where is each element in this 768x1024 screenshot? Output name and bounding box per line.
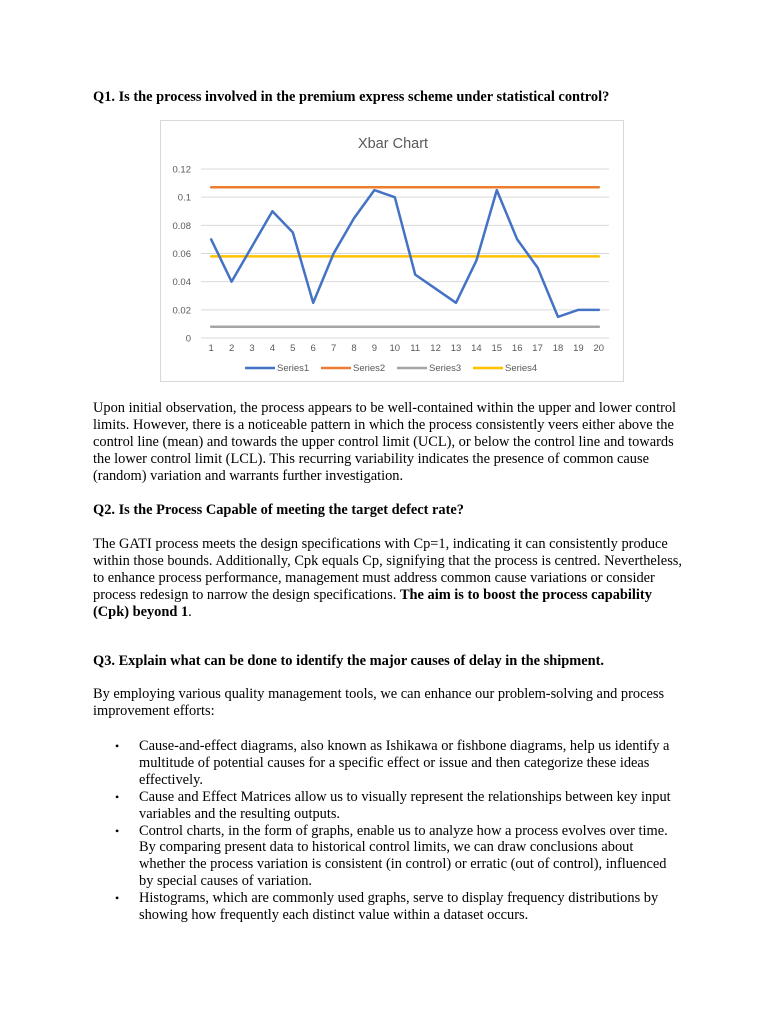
- x-tick-label: 19: [573, 343, 584, 354]
- x-tick-label: 15: [491, 343, 503, 354]
- bullet-icon: •: [115, 789, 120, 804]
- tools-bullet-list: [93, 738, 683, 924]
- x-tick-label: 12: [430, 343, 441, 354]
- q3-intro-paragraph: By employing various quality management tools, we can enhance our problem-solving and process improvement efforts:: [93, 686, 665, 719]
- x-tick-label: 13: [450, 343, 462, 354]
- chart-legend: [245, 363, 537, 374]
- x-tick-label: 18: [552, 343, 564, 354]
- bullet-text: Control charts, in the form of graphs, enable us to analyze how a process evolves over time. By comparing present data to historical control limits, we can draw conclusions about whether the process variation is consistent (in control) or erratic (out of control), influenced by special causes of variation.: [139, 822, 668, 890]
- x-tick-label: 11: [410, 343, 421, 354]
- q2-answer-end: .: [188, 603, 192, 620]
- q2-answer-text: The GATI process meets the design specifications with Cp=1, indicating it can consistently produce within those bounds. Additionally, Cpk equals Cp, signifying that the process is centred. Nevertheless, to enhance process performance, management must address common cause variations or consider process redesign to narrow the design specifications.: [93, 536, 682, 603]
- legend-label: Series3: [429, 363, 462, 374]
- x-tick-label: 9: [371, 343, 378, 354]
- y-tick-label: 0.1: [177, 192, 191, 204]
- q2-heading: Q2. Is the Process Capable of meeting the target defect rate?: [93, 502, 464, 518]
- list-item: [93, 890, 683, 924]
- y-tick-label: 0: [185, 333, 191, 345]
- x-tick-label: 6: [310, 343, 316, 354]
- list-item: [93, 738, 683, 789]
- x-tick-label: 16: [511, 343, 523, 354]
- x-tick-label: 2: [228, 343, 235, 354]
- x-tick-label: 1: [208, 343, 214, 354]
- x-tick-label: 20: [593, 343, 605, 354]
- xbar-chart: [160, 120, 624, 382]
- x-tick-label: 17: [532, 343, 543, 354]
- x-tick-label: 5: [290, 343, 296, 354]
- x-axis-ticks: [209, 343, 605, 354]
- q1-answer-paragraph: Upon initial observation, the process appears to be well-contained within the upper and lower control limits. However, there is a noticeable pattern in which the process consistently veers either above the control line (mean) and towards the upper control limit (UCL), or below the control line and towards the lower control limit (LCL). This recurring variability indicates the presence of common cause (random) variation and warrants further investigation.: [93, 400, 677, 484]
- xbar-chart-svg: [161, 121, 625, 383]
- x-tick-label: 10: [389, 343, 401, 354]
- chart-title: Xbar Chart: [357, 136, 429, 152]
- chart-series: [211, 187, 599, 326]
- list-item: [93, 789, 683, 823]
- legend-label: Series2: [353, 363, 386, 374]
- legend-label: Series4: [505, 363, 538, 374]
- x-tick-label: 4: [269, 343, 276, 354]
- y-tick-label: 0.04: [172, 277, 191, 289]
- bullet-icon: •: [115, 891, 120, 906]
- chart-gridlines: [201, 169, 609, 338]
- bullet-text: Cause and Effect Matrices allow us to visually represent the relationships between key input variables and the resulting outputs.: [139, 788, 671, 822]
- y-tick-label: 0.02: [172, 305, 191, 317]
- q2-answer-paragraph: [93, 536, 683, 621]
- y-tick-label: 0.12: [172, 164, 191, 176]
- y-tick-label: 0.08: [172, 220, 191, 232]
- x-tick-label: 8: [351, 343, 357, 354]
- q3-heading: Q3. Explain what can be done to identify the major causes of delay in the shipment.: [93, 653, 605, 669]
- bullet-text: Histograms, which are commonly used graphs, serve to display frequency distributions by showing how frequently each distinct value within a dataset occurs.: [139, 890, 659, 924]
- x-tick-label: 14: [471, 343, 482, 354]
- q1-heading: Q1. Is the process involved in the premium express scheme under statistical control?: [93, 89, 610, 105]
- list-item: [93, 823, 683, 891]
- bullet-text: Cause-and-effect diagrams, also known as Ishikawa or fishbone diagrams, help us identify a multitude of potential causes for a specific effect or issue and then categorize these ideas effectively.: [139, 738, 670, 788]
- y-tick-label: 0.06: [172, 249, 191, 260]
- q2-answer-bold: The aim is to boost the process capability (Cpk) beyond 1: [93, 586, 652, 620]
- bullet-icon: •: [115, 823, 120, 838]
- bullet-icon: •: [115, 739, 120, 753]
- legend-label: Series1: [277, 363, 310, 374]
- y-axis-ticks: [173, 165, 192, 345]
- x-tick-label: 7: [330, 343, 337, 354]
- x-tick-label: 3: [249, 343, 255, 354]
